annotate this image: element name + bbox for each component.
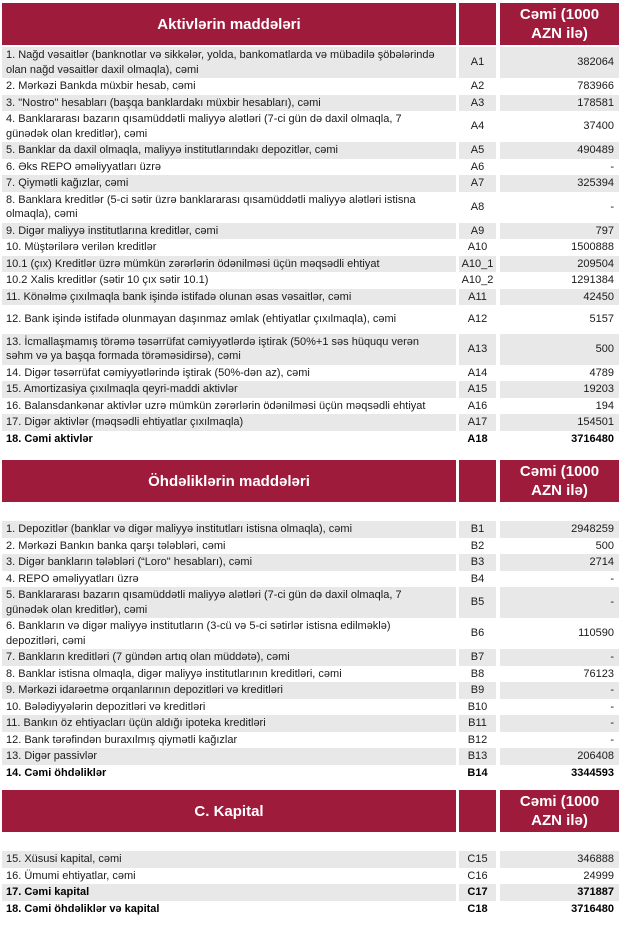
liabilities-section-title: Öhdəliklərin maddələri: [2, 460, 456, 504]
row-code: A7: [456, 175, 496, 192]
assets-header-row: [2, 3, 619, 47]
row-code: A10: [456, 239, 496, 256]
liabilities-table: [2, 460, 619, 781]
row-label: 14. Cəmi öhdəliklər: [2, 765, 456, 782]
capital-code-column-header: [456, 790, 496, 834]
table-row: [2, 414, 619, 431]
table-row: [2, 192, 619, 223]
row-label: 18. Cəmi aktivlər: [2, 431, 456, 448]
row-value: 500: [496, 538, 619, 555]
row-value: -: [496, 587, 619, 618]
assets-section-title: Aktivlərin maddələri: [2, 3, 456, 47]
table-row: [2, 666, 619, 683]
row-code: B12: [456, 732, 496, 749]
table-row: [2, 587, 619, 618]
row-label: 15. Amortizasiya çıxılmaqla qeyri-maddi aktivlər: [2, 381, 456, 398]
table-row: [2, 142, 619, 159]
row-value: 3716480: [496, 431, 619, 448]
row-code: A2: [456, 78, 496, 95]
row-code: B7: [456, 649, 496, 666]
row-value: 500: [496, 334, 619, 365]
row-value: 382064: [496, 47, 619, 78]
row-code: A3: [456, 95, 496, 112]
row-value: 2714: [496, 554, 619, 571]
row-value: -: [496, 699, 619, 716]
table-row: [2, 571, 619, 588]
row-value: 5157: [496, 305, 619, 334]
row-label: 14. Digər təsərrüfat cəmiyyətlərində iştirak (50%-dən az), cəmi: [2, 365, 456, 382]
table-row: [2, 239, 619, 256]
row-code: A14: [456, 365, 496, 382]
row-label: 2. Mərkəzi Bankın banka qarşı tələbləri, cəmi: [2, 538, 456, 555]
row-code: B11: [456, 715, 496, 732]
row-code: A9: [456, 223, 496, 240]
table-row: [2, 715, 619, 732]
row-code: B6: [456, 618, 496, 649]
row-code: B4: [456, 571, 496, 588]
row-value: 76123: [496, 666, 619, 683]
spacer-cell: [2, 834, 619, 851]
table-row: [2, 884, 619, 901]
capital-rows: [2, 834, 619, 917]
row-code: A18: [456, 431, 496, 448]
table-row: [2, 334, 619, 365]
row-label: 8. Banklar istisna olmaqla, digər maliyyə institutlarının kreditləri, cəmi: [2, 666, 456, 683]
row-label: 5. Banklararası bazarın qısamüddətli maliyyə alətləri (7-ci gün də daxil olmaqla, 7 günədək olan kreditlər), cəmi: [2, 587, 456, 618]
row-label: 11. Könəlmə çıxılmaqla bank işində istifadə olunan əsas vəsaitlər, cəmi: [2, 289, 456, 306]
table-row: [2, 78, 619, 95]
row-value: 209504: [496, 256, 619, 273]
row-code: A5: [456, 142, 496, 159]
row-label: 15. Xüsusi kapital, cəmi: [2, 851, 456, 868]
table-row: [2, 868, 619, 885]
row-label: 5. Banklar da daxil olmaqla, maliyyə institutlarındakı depozitlər, cəmi: [2, 142, 456, 159]
table-row: [2, 682, 619, 699]
row-label: 2. Mərkəzi Bankda müxbir hesab, cəmi: [2, 78, 456, 95]
row-code: B1: [456, 521, 496, 538]
capital-amount-column-header: Cəmi (1000 AZN ilə): [496, 790, 619, 834]
row-label: 10. Bələdiyyələrin depozitləri və kreditləri: [2, 699, 456, 716]
row-value: 178581: [496, 95, 619, 112]
row-value: 325394: [496, 175, 619, 192]
table-row: [2, 901, 619, 918]
row-value: 1291384: [496, 272, 619, 289]
table-row: [2, 381, 619, 398]
spacer-row: [2, 504, 619, 521]
table-row: [2, 47, 619, 78]
row-label: 10.1 (çıx) Kreditlər üzrə mümkün zərərlərin ödənilməsi üçün məqsədli ehtiyat: [2, 256, 456, 273]
row-value: 3716480: [496, 901, 619, 918]
row-value: 206408: [496, 748, 619, 765]
row-label: 7. Bankların kreditləri (7 gündən artıq olan müddətə), cəmi: [2, 649, 456, 666]
table-row: [2, 748, 619, 765]
row-label: 17. Cəmi kapital: [2, 884, 456, 901]
row-value: 1500888: [496, 239, 619, 256]
spacer-row: [2, 834, 619, 851]
row-code: A1: [456, 47, 496, 78]
row-value: 4789: [496, 365, 619, 382]
row-code: A6: [456, 159, 496, 176]
row-value: 3344593: [496, 765, 619, 782]
table-row: [2, 365, 619, 382]
table-row: [2, 111, 619, 142]
assets-table: [2, 3, 619, 447]
row-value: 19203: [496, 381, 619, 398]
row-code: A11: [456, 289, 496, 306]
row-value: 37400: [496, 111, 619, 142]
row-code: A4: [456, 111, 496, 142]
row-value: -: [496, 682, 619, 699]
row-label: 13. Digər passivlər: [2, 748, 456, 765]
row-value: -: [496, 715, 619, 732]
table-row: [2, 398, 619, 415]
row-label: 10.2 Xalis kreditlər (sətir 10 çıx sətir 10.1): [2, 272, 456, 289]
row-code: A16: [456, 398, 496, 415]
assets-amount-column-header: Cəmi (1000 AZN ilə): [496, 3, 619, 47]
row-label: 16. Balansdankənar aktivlər uzrə mümkün zərərlərin ödənilməsi üçün məqsədli ehtiyat: [2, 398, 456, 415]
table-row: [2, 765, 619, 782]
table-row: [2, 159, 619, 176]
row-value: 346888: [496, 851, 619, 868]
row-value: 42450: [496, 289, 619, 306]
capital-header-row: [2, 790, 619, 834]
row-value: 24999: [496, 868, 619, 885]
liabilities-amount-column-header: Cəmi (1000 AZN ilə): [496, 460, 619, 504]
row-label: 10. Müştərilərə verilən kreditlər: [2, 239, 456, 256]
row-code: C17: [456, 884, 496, 901]
row-label: 4. REPO əməliyyatları üzrə: [2, 571, 456, 588]
table-row: [2, 256, 619, 273]
table-row: [2, 272, 619, 289]
row-label: 11. Bankın öz ehtiyacları üçün aldığı ipoteka kreditləri: [2, 715, 456, 732]
table-row: [2, 732, 619, 749]
row-value: 2948259: [496, 521, 619, 538]
row-code: B14: [456, 765, 496, 782]
table-row: [2, 538, 619, 555]
row-code: C18: [456, 901, 496, 918]
row-code: B2: [456, 538, 496, 555]
row-value: -: [496, 192, 619, 223]
liabilities-header-row: [2, 460, 619, 504]
table-row: [2, 305, 619, 334]
row-value: -: [496, 159, 619, 176]
row-label: 1. Nağd vəsaitlər (banknotlar və sikkələr, yolda, bankomatlarda və mübadilə şöbələrində olan nağd vəsaitlər daxil olmaqla), cəmi: [2, 47, 456, 78]
row-label: 4. Banklararası bazarın qısamüddətli maliyyə alətləri (7-ci gün də daxil olmaqla, 7 günədək olan kreditlər), cəmi: [2, 111, 456, 142]
capital-section-title: C. Kapital: [2, 790, 456, 834]
row-code: C15: [456, 851, 496, 868]
assets-rows: [2, 47, 619, 447]
row-code: A8: [456, 192, 496, 223]
assets-code-column-header: [456, 3, 496, 47]
table-row: [2, 699, 619, 716]
row-code: A10_2: [456, 272, 496, 289]
table-row: [2, 618, 619, 649]
row-code: A17: [456, 414, 496, 431]
row-code: B5: [456, 587, 496, 618]
row-code: A12: [456, 305, 496, 334]
row-value: 154501: [496, 414, 619, 431]
row-label: 13. İcmallaşmamış törəmə təsərrüfat cəmiyyətlərdə iştirak (50%+1 səs hüququ verən səhm və ya başqa formada törəməsidirsə), cəmi: [2, 334, 456, 365]
row-code: A15: [456, 381, 496, 398]
table-row: [2, 851, 619, 868]
row-label: 6. Əks REPO əməliyyatları üzrə: [2, 159, 456, 176]
row-label: 7. Qiymətli kağızlar, cəmi: [2, 175, 456, 192]
row-value: 371887: [496, 884, 619, 901]
table-row: [2, 649, 619, 666]
row-label: 1. Depozitlər (banklar və digər maliyyə institutları istisna olmaqla), cəmi: [2, 521, 456, 538]
row-label: 3. Digər bankların tələbləri (“Loro" hesabları), cəmi: [2, 554, 456, 571]
row-label: 16. Ümumi ehtiyatlar, cəmi: [2, 868, 456, 885]
row-label: 9. Digər maliyyə institutlarına kreditlər, cəmi: [2, 223, 456, 240]
row-label: 12. Bank tərəfindən buraxılmış qiymətli kağızlar: [2, 732, 456, 749]
row-code: C16: [456, 868, 496, 885]
row-code: A10_1: [456, 256, 496, 273]
row-code: B3: [456, 554, 496, 571]
row-value: -: [496, 649, 619, 666]
capital-table: [2, 790, 619, 917]
table-row: [2, 223, 619, 240]
table-row: [2, 554, 619, 571]
liabilities-rows: [2, 504, 619, 781]
row-value: 797: [496, 223, 619, 240]
row-value: 490489: [496, 142, 619, 159]
table-row: [2, 289, 619, 306]
row-label: 18. Cəmi öhdəliklər və kapital: [2, 901, 456, 918]
row-label: 6. Bankların və digər maliyyə institutların (3-cü və 5-ci sətirlər istisna edilməklə) depozitləri, cəmi: [2, 618, 456, 649]
row-label: 9. Mərkəzi idarəetmə orqanlarının depozitləri və kreditləri: [2, 682, 456, 699]
row-code: B10: [456, 699, 496, 716]
spacer-cell: [2, 504, 619, 521]
row-label: 3. "Nostro" hesabları (başqa banklardakı müxbir hesabları), cəmi: [2, 95, 456, 112]
row-code: B13: [456, 748, 496, 765]
table-row: [2, 431, 619, 448]
table-row: [2, 521, 619, 538]
row-value: 194: [496, 398, 619, 415]
row-code: A13: [456, 334, 496, 365]
row-label: 12. Bank işində istifadə olunmayan daşınmaz əmlak (ehtiyatlar çıxılmaqla), cəmi: [2, 305, 456, 334]
table-row: [2, 95, 619, 112]
liabilities-code-column-header: [456, 460, 496, 504]
row-code: B9: [456, 682, 496, 699]
row-value: 783966: [496, 78, 619, 95]
row-label: 17. Digər aktivlər (məqsədli ehtiyatlar çıxılmaqla): [2, 414, 456, 431]
row-value: 110590: [496, 618, 619, 649]
table-row: [2, 175, 619, 192]
row-value: -: [496, 571, 619, 588]
row-code: B8: [456, 666, 496, 683]
row-value: -: [496, 732, 619, 749]
row-label: 8. Banklara kreditlər (5-ci sətir üzrə banklararası qısamüddətli maliyyə alətləri istisna olmaqla), cəmi: [2, 192, 456, 223]
